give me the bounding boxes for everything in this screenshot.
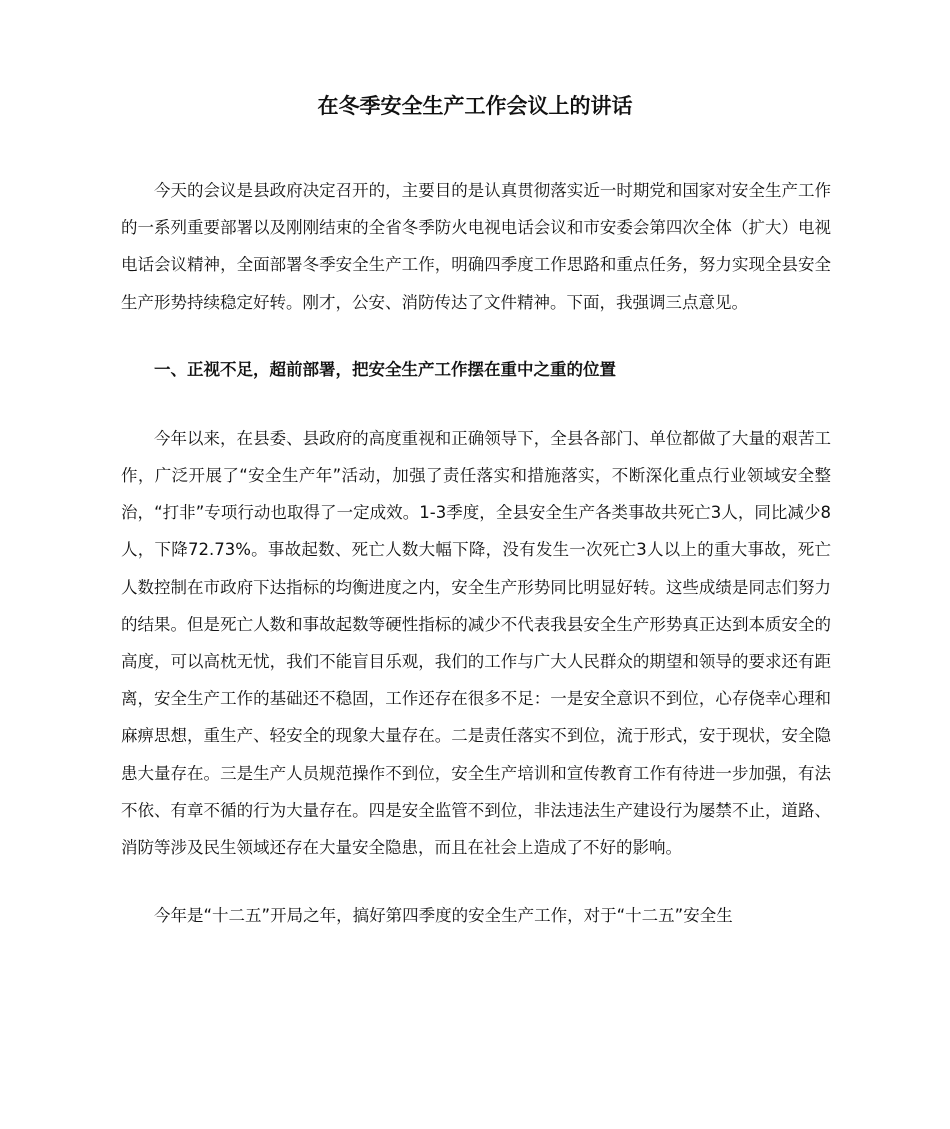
document-body (121, 172, 831, 934)
section-heading-1: 一、正视不足，超前部署，把安全生产工作摆在重中之重的位置 (154, 359, 616, 379)
document-title: 在冬季安全生产工作会议上的讲话 (317, 94, 633, 118)
section-1-paragraph-continued: 今年是“十二五”开局之年，搞好第四季度的安全生产工作，对于“十二五”安全生 (154, 906, 733, 926)
section-1-paragraph: 今年以来，在县委、县政府的高度重视和正确领导下，全县各部门、单位都做了大量的艰苦工作，广泛开展了“安全生产年”活动，加强了责任落实和措施落实，不断深化重点行业领域安全整治，“打非”专项行动也取得了一定成效。1-3季度，全县安全生产各类事故共死亡3人，同比减少8人，下降72.73%。事故起数、死亡人数大幅下降，没有发生一次死亡3人以上的重大事故，死亡人数控制在市政府下达指标的均衡进度之内，安全生产形势同比明显好转。这些成绩是同志们努力的结果。但是死亡人数和事故起数等硬性指标的减少不代表我县安全生产形势真正达到本质安全的高度，可以高枕无忧，我们不能盲目乐观，我们的工作与广大人民群众的期望和领导的要求还有距离，安全生产工作的基础还不稳固，工作还存在很多不足：一是安全意识不到位，心存侥幸心理和麻痹思想，重生产、轻安全的现象大量存在。二是责任落实不到位，流于形式，安于现状，安全隐患大量存在。三是生产人员规范操作不到位，安全生产培训和宣传教育工作有待进一步加强，有法不依、有章不循的行为大量存在。四是安全监管不到位，非法违法生产建设行为屡禁不止，道路、消防等涉及民生领域还存在大量安全隐患，而且在社会上造成了不好的影响。 (121, 428, 831, 858)
intro-paragraph: 今天的会议是县政府决定召开的，主要目的是认真贯彻落实近一时期党和国家对安全生产工作的一系列重要部署以及刚刚结束的全省冬季防火电视电话会议和市安委会第四次全体（扩大）电视电话会议精神，全面部署冬季安全生产工作，明确四季度工作思路和重点任务，努力实现全县安全生产形势持续稳定好转。刚才，公安、消防传达了文件精神。下面，我强调三点意见。 (121, 181, 831, 312)
